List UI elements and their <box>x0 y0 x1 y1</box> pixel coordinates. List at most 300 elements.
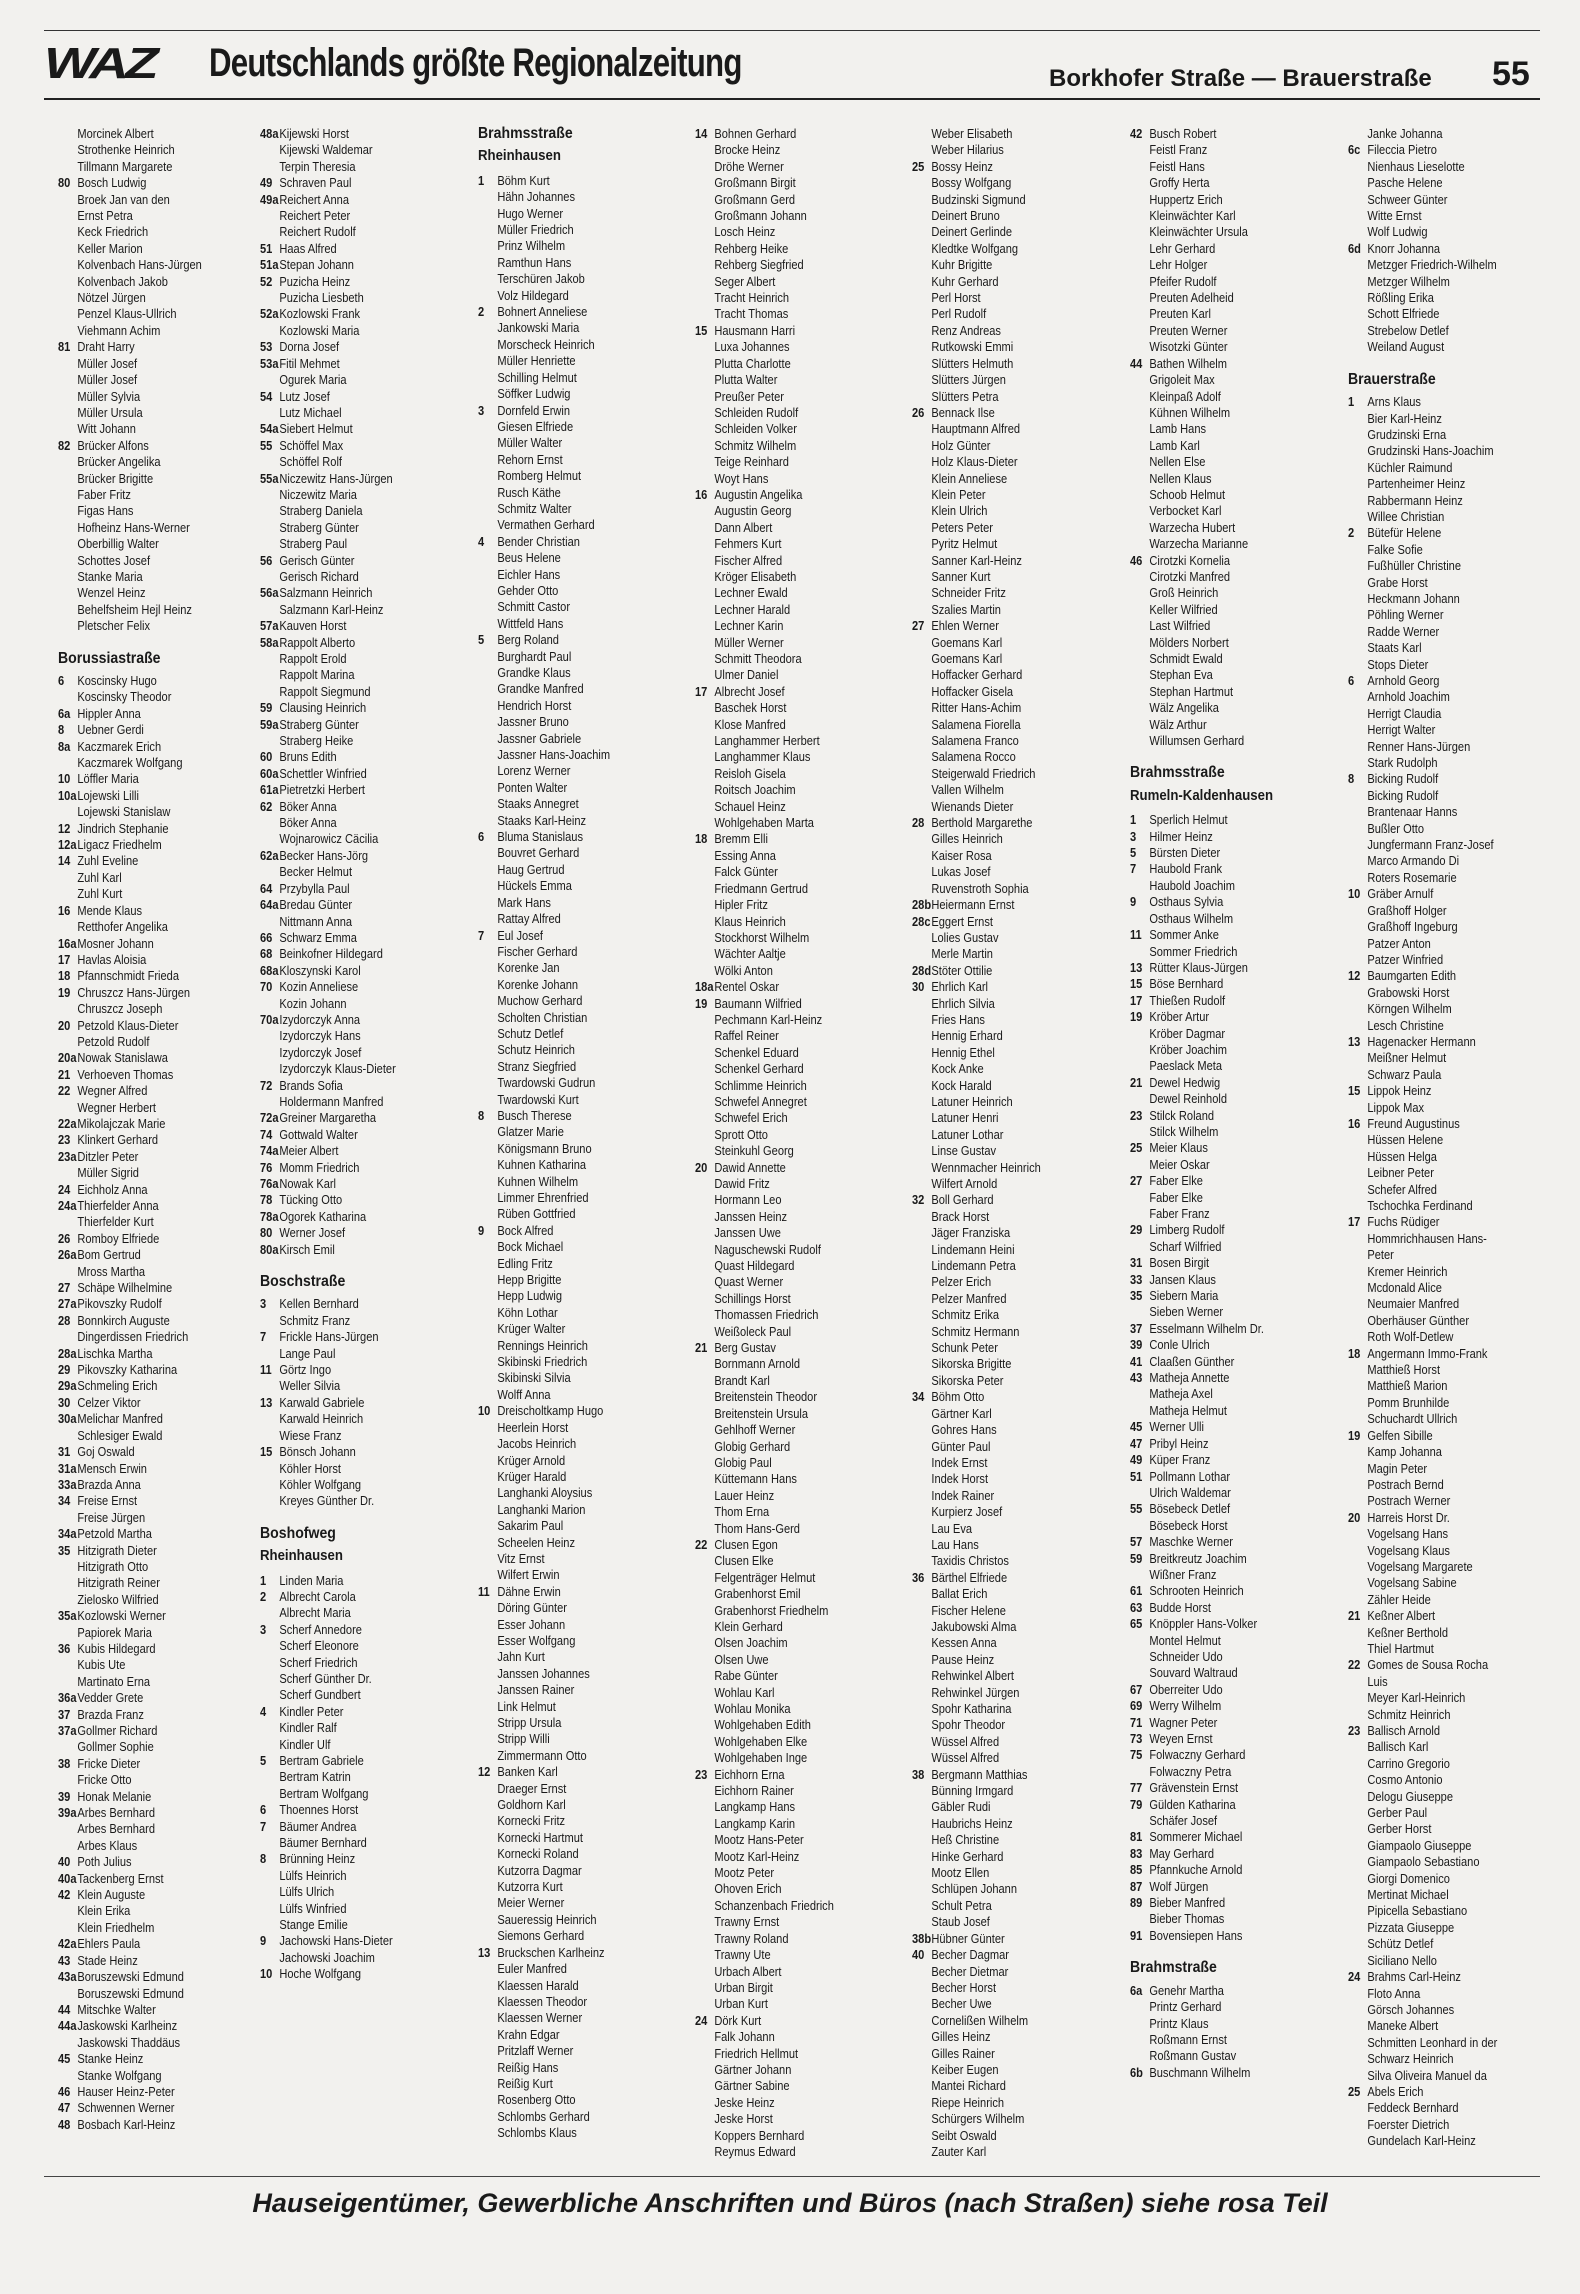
resident-name: Falke Sofie <box>1367 542 1423 557</box>
resident-entry <box>695 1767 880 1783</box>
resident-entry <box>58 1034 243 1050</box>
house-number: 23 <box>1130 1108 1143 1123</box>
resident-entry <box>695 323 880 339</box>
resident-name: Großmann Birgit <box>714 176 796 191</box>
resident-name: Kolvenbach Hans-Jürgen <box>77 258 202 273</box>
resident-name: Wohlau Monika <box>714 1702 791 1716</box>
resident-entry <box>478 1206 663 1222</box>
resident-name: Kröger Elisabeth <box>714 569 797 584</box>
resident-name: Lojewski Lilli <box>77 788 139 803</box>
resident-entry <box>1348 1723 1533 1739</box>
resident-name: Cirotzki Manfred <box>1149 569 1231 584</box>
resident-name: Lechner Harald <box>714 602 791 617</box>
resident-name: Osthaus Sylvia <box>1149 895 1224 910</box>
resident-name: Ballisch Karl <box>1367 1740 1429 1755</box>
resident-entry <box>260 356 445 372</box>
resident-name: Bäumer Andrea <box>279 1819 357 1834</box>
resident-name: Oberhäuser Günther <box>1367 1313 1470 1328</box>
house-number: 89 <box>1130 1896 1143 1911</box>
resident-entry <box>58 471 243 487</box>
house-number: 57 <box>1130 1535 1143 1550</box>
resident-name: Witt Johann <box>77 422 136 437</box>
house-number: 4 <box>260 1704 267 1719</box>
resident-entry <box>478 1485 663 1501</box>
resident-name: Scherf Gundbert <box>279 1688 361 1703</box>
resident-name: Eichler Hans <box>497 567 561 582</box>
house-number: 40 <box>58 1855 71 1870</box>
house-number: 1 <box>1130 813 1137 828</box>
resident-entry <box>1348 1083 1533 1099</box>
resident-name: Bohnen Gerhard <box>714 127 797 141</box>
resident-entry <box>695 126 880 142</box>
resident-name: Oberbillig Walter <box>77 537 159 552</box>
house-number: 71 <box>1130 1715 1143 1730</box>
resident-name: Rappolt Marina <box>279 668 355 683</box>
resident-name: Grandke Klaus <box>497 666 571 680</box>
resident-name: Breitkreutz Joachim <box>1149 1551 1247 1566</box>
resident-name: Meier Albert <box>279 1144 339 1159</box>
resident-name: Hückels Emma <box>497 879 572 894</box>
house-number: 22 <box>1348 1658 1361 1673</box>
resident-entry <box>912 257 1097 273</box>
resident-entry <box>912 897 1097 913</box>
resident-name: Bonnkirch Auguste <box>77 1313 170 1328</box>
resident-entry <box>1130 536 1315 552</box>
house-number: 8 <box>260 1852 267 1867</box>
resident-entry <box>1348 1067 1533 1083</box>
resident-entry <box>1348 1953 1533 1969</box>
resident-name: Wohlgehaben Inge <box>714 1751 808 1766</box>
resident-name: Schütz Detlef <box>1367 1937 1434 1952</box>
resident-name: Foerster Dietrich <box>1367 2117 1450 2132</box>
resident-entry <box>695 1964 880 1980</box>
resident-entry <box>58 1378 243 1394</box>
resident-name: Patzer Anton <box>1367 936 1431 951</box>
resident-entry <box>58 1592 243 1608</box>
resident-entry <box>1348 476 1533 492</box>
resident-entry <box>695 1160 880 1176</box>
resident-name: Koscinsky Hugo <box>77 674 157 688</box>
resident-entry <box>1130 339 1315 355</box>
resident-entry <box>1348 870 1533 886</box>
resident-name: Dornfeld Erwin <box>497 403 571 418</box>
resident-name: Kutzorra Dagmar <box>497 1863 582 1878</box>
resident-name: Knöppler Hans-Volker <box>1149 1617 1258 1632</box>
resident-entry <box>478 583 663 599</box>
resident-entry <box>58 755 243 771</box>
resident-name: Döring Günter <box>497 1601 567 1616</box>
resident-name: Budde Horst <box>1149 1600 1211 1615</box>
house-number: 20 <box>1348 1510 1361 1525</box>
resident-name: Olsen Joachim <box>714 1636 788 1651</box>
resident-name: Scharf Wilfried <box>1149 1239 1222 1254</box>
resident-entry <box>260 1461 445 1477</box>
resident-name: Faber Elke <box>1149 1190 1203 1205</box>
resident-name: Bußler Otto <box>1367 821 1425 836</box>
resident-name: Bäumer Bernhard <box>279 1836 367 1851</box>
resident-entry <box>912 159 1097 175</box>
resident-name: Klein Auguste <box>77 1888 146 1903</box>
resident-name: Sikorska Peter <box>931 1373 1004 1388</box>
resident-entry <box>260 1638 445 1654</box>
resident-entry <box>1348 1625 1533 1641</box>
resident-name: Cirotzki Kornelia <box>1149 553 1231 568</box>
resident-entry <box>260 208 445 224</box>
resident-entry <box>1348 1805 1533 1821</box>
resident-name: Fischer Alfred <box>714 553 783 568</box>
resident-name: Ballisch Arnold <box>1367 1724 1441 1738</box>
resident-entry <box>58 1871 243 1887</box>
resident-entry <box>260 454 445 470</box>
resident-name: Matheja Axel <box>1149 1387 1213 1402</box>
resident-name: Maschke Werner <box>1149 1535 1233 1550</box>
resident-name: Zimmermann Otto <box>497 1748 587 1763</box>
resident-name: Reißig Kurt <box>497 2076 553 2091</box>
resident-name: Matthieß Marion <box>1367 1379 1448 1394</box>
resident-name: Pfannschmidt Frieda <box>77 969 179 984</box>
resident-name: Faber Franz <box>1149 1207 1210 1221</box>
resident-entry <box>1348 290 1533 306</box>
resident-name: Printz Gerhard <box>1149 2000 1222 2015</box>
resident-entry <box>58 1067 243 1083</box>
resident-entry <box>58 1510 243 1526</box>
resident-entry <box>695 1537 880 1553</box>
resident-name: Weiland August <box>1367 340 1445 355</box>
resident-entry <box>260 520 445 536</box>
resident-name: Skibinski Friedrich <box>497 1355 588 1370</box>
resident-name: Gohres Hans <box>931 1423 997 1438</box>
house-number: 72a <box>260 1111 279 1126</box>
house-number: 39 <box>1130 1338 1143 1353</box>
resident-name: Limberg Rudolf <box>1149 1223 1225 1238</box>
resident-name: Kozlowski Frank <box>279 307 361 322</box>
resident-name: Floto Anna <box>1367 1986 1421 2001</box>
resident-entry <box>1348 1821 1533 1837</box>
resident-entry <box>912 1012 1097 1028</box>
resident-name: Gerisch Günter <box>279 553 355 568</box>
resident-name: Janssen Uwe <box>714 1226 781 1241</box>
resident-entry <box>912 1816 1097 1832</box>
resident-name: Klaessen Harald <box>497 1978 579 1993</box>
resident-name: Kaczmarek Wolfgang <box>77 756 183 771</box>
resident-name: Pfeifer Rudolf <box>1149 274 1217 289</box>
resident-name: Naguschewski Rudolf <box>714 1242 821 1257</box>
resident-entry <box>58 126 243 142</box>
resident-name: Hitzigrath Dieter <box>77 1543 157 1558</box>
resident-name: Grabe Horst <box>1367 575 1428 590</box>
resident-name: Scherf Friedrich <box>279 1655 358 1670</box>
resident-name: Taxidis Christos <box>931 1554 1009 1569</box>
resident-entry <box>58 536 243 552</box>
resident-entry <box>1130 878 1315 894</box>
resident-name: Jassner Bruno <box>497 715 569 730</box>
resident-name: Draht Harry <box>77 340 135 355</box>
resident-entry <box>695 1176 880 1192</box>
resident-name: Twardowski Kurt <box>497 1092 579 1107</box>
resident-entry <box>1348 126 1533 142</box>
resident-entry <box>58 1756 243 1772</box>
resident-entry <box>695 1521 880 1537</box>
house-number: 9 <box>1130 895 1137 910</box>
resident-name: Teige Reinhard <box>714 455 789 470</box>
resident-entry <box>695 1471 880 1487</box>
resident-entry <box>58 1493 243 1509</box>
resident-name: Hepp Brigitte <box>497 1273 562 1288</box>
resident-entry <box>58 821 243 837</box>
resident-name: Reißig Hans <box>497 2060 559 2075</box>
resident-name: Wegner Alfred <box>77 1084 148 1099</box>
resident-name: Hepp Ludwig <box>497 1289 563 1304</box>
resident-name: Mootz Ellen <box>931 1866 990 1881</box>
resident-name: Izydorczyk Hans <box>279 1029 361 1044</box>
resident-name: Petzold Klaus-Dieter <box>77 1018 179 1033</box>
house-number: 36 <box>58 1641 71 1656</box>
resident-name: Fehmers Kurt <box>714 537 782 552</box>
resident-entry <box>478 845 663 861</box>
resident-entry <box>912 979 1097 995</box>
resident-entry <box>58 487 243 503</box>
house-number: 6a <box>1130 1983 1143 1998</box>
resident-entry <box>478 747 663 763</box>
resident-name: Staub Josef <box>931 1915 990 1930</box>
resident-name: Kröber Artur <box>1149 1010 1210 1025</box>
resident-entry <box>478 1682 663 1698</box>
resident-entry <box>912 1258 1097 1274</box>
resident-entry <box>1348 2100 1533 2116</box>
house-number: 79 <box>1130 1797 1143 1812</box>
resident-entry <box>260 930 445 946</box>
resident-name: Berthold Margarethe <box>931 816 1033 831</box>
resident-name: Hendrich Horst <box>497 698 572 713</box>
resident-entry <box>695 192 880 208</box>
resident-entry <box>695 1143 880 1159</box>
resident-name: Hennig Ethel <box>931 1045 995 1060</box>
resident-entry <box>260 536 445 552</box>
resident-name: Fricke Dieter <box>77 1756 141 1771</box>
resident-entry <box>260 1753 445 1769</box>
resident-entry <box>695 159 880 175</box>
house-number: 6d <box>1348 241 1361 256</box>
resident-name: Friedmann Gertrud <box>714 881 808 896</box>
resident-entry <box>912 963 1097 979</box>
resident-entry <box>912 356 1097 372</box>
resident-name: Merle Martin <box>931 947 993 962</box>
resident-entry <box>58 306 243 322</box>
resident-name: Slütters Jürgen <box>931 373 1006 388</box>
house-number: 6 <box>1348 674 1355 688</box>
resident-entry <box>1348 1378 1533 1394</box>
resident-entry <box>912 1734 1097 1750</box>
resident-entry <box>1348 411 1533 427</box>
resident-entry <box>695 996 880 1012</box>
resident-entry <box>695 1127 880 1143</box>
resident-entry <box>1130 175 1315 191</box>
resident-entry <box>1348 1280 1533 1296</box>
resident-name: Essing Anna <box>714 848 776 863</box>
resident-name: Böse Bernhard <box>1149 977 1224 992</box>
resident-name: Pasche Helene <box>1367 176 1443 191</box>
house-number: 68 <box>260 947 273 962</box>
resident-name: Brahms Carl-Heinz <box>1367 1970 1461 1985</box>
resident-entry <box>478 1141 663 1157</box>
resident-name: Hüssen Helga <box>1367 1149 1437 1164</box>
resident-entry <box>58 1395 243 1411</box>
resident-name: Pause Heinz <box>931 1652 995 1667</box>
resident-entry <box>1348 739 1533 755</box>
resident-entry <box>478 1781 663 1797</box>
resident-name: Müller Sylvia <box>77 389 141 404</box>
resident-name: Hofheinz Hans-Werner <box>77 520 190 535</box>
resident-entry <box>58 208 243 224</box>
resident-entry <box>260 1966 445 1982</box>
house-number: 18 <box>695 832 708 847</box>
resident-name: Burghardt Paul <box>497 649 572 664</box>
resident-entry <box>1130 1370 1315 1386</box>
resident-entry <box>1130 290 1315 306</box>
house-number: 80 <box>58 176 71 191</box>
resident-entry <box>912 1521 1097 1537</box>
resident-entry <box>58 1165 243 1181</box>
resident-name: Rehwinkel Jürgen <box>931 1685 1020 1700</box>
resident-name: Sprott Otto <box>714 1127 768 1142</box>
resident-name: Schmitz Franz <box>279 1313 351 1328</box>
resident-name: Schlesiger Ewald <box>77 1428 163 1443</box>
house-number: 26a <box>58 1248 77 1263</box>
resident-name: Schwennen Werner <box>77 2101 175 2116</box>
resident-entry <box>912 192 1097 208</box>
resident-name: Dreischoltkamp Hugo <box>497 1404 604 1419</box>
resident-name: Stange Emilie <box>279 1918 348 1933</box>
resident-name: Fileccia Pietro <box>1367 143 1437 158</box>
resident-entry <box>695 635 880 651</box>
resident-entry <box>260 700 445 716</box>
resident-entry <box>695 569 880 585</box>
resident-name: Tillmann Margarete <box>77 159 173 174</box>
directory-column-1 <box>58 126 243 2166</box>
resident-entry <box>58 903 243 919</box>
resident-entry <box>478 1124 663 1140</box>
resident-name: Mootz Karl-Heinz <box>714 1849 800 1864</box>
resident-name: Nittmann Anna <box>279 914 353 929</box>
house-number: 22 <box>695 1537 708 1552</box>
resident-entry <box>478 714 663 730</box>
house-number: 36a <box>58 1691 77 1706</box>
resident-entry <box>695 1734 880 1750</box>
resident-entry <box>1130 1633 1315 1649</box>
resident-entry <box>1348 1871 1533 1887</box>
resident-entry <box>260 635 445 651</box>
resident-entry <box>478 1256 663 1272</box>
resident-entry <box>695 1996 880 2012</box>
resident-name: Gilles Rainer <box>931 2046 995 2061</box>
resident-name: Stephan Eva <box>1149 668 1213 683</box>
resident-name: Ehlen Werner <box>931 619 999 634</box>
resident-name: Brünning Heinz <box>279 1852 356 1867</box>
resident-name: Lamb Hans <box>1149 422 1207 437</box>
resident-entry <box>58 1821 243 1837</box>
resident-entry <box>1130 911 1315 927</box>
resident-name: Mootz Hans-Peter <box>714 1833 804 1848</box>
resident-name: Beus Helene <box>497 551 561 566</box>
house-number: 63 <box>1130 1600 1143 1615</box>
resident-name: Pelzer Erich <box>931 1275 992 1290</box>
resident-entry <box>1348 1247 1533 1263</box>
resident-name: Frickle Hans-Jürgen <box>279 1330 379 1345</box>
resident-name: Karwald Heinrich <box>279 1412 364 1427</box>
resident-entry <box>260 684 445 700</box>
resident-entry <box>912 1898 1097 1914</box>
resident-name: Becker Helmut <box>279 865 353 880</box>
house-number: 28b <box>912 898 932 913</box>
resident-name: Janssen Johannes <box>497 1666 590 1681</box>
resident-entry <box>1130 1649 1315 1665</box>
resident-entry <box>260 372 445 388</box>
house-number: 31 <box>1130 1256 1143 1271</box>
resident-entry <box>1348 1132 1533 1148</box>
resident-name: Herrigt Walter <box>1367 723 1436 738</box>
house-number: 38 <box>912 1767 925 1782</box>
resident-entry <box>58 1444 243 1460</box>
house-number: 27a <box>58 1297 77 1312</box>
house-number: 54 <box>260 389 273 404</box>
resident-entry <box>695 651 880 667</box>
resident-entry <box>912 1553 1097 1569</box>
resident-entry <box>58 886 243 902</box>
resident-entry <box>1348 1707 1533 1723</box>
resident-name: Weyen Ernst <box>1149 1732 1213 1746</box>
house-number: 7 <box>1130 862 1137 877</box>
house-number: 2 <box>260 1589 267 1604</box>
resident-entry <box>478 1436 663 1452</box>
resident-entry <box>260 421 445 437</box>
resident-entry <box>1130 1108 1315 1124</box>
resident-entry <box>58 224 243 240</box>
resident-name: Großmann Johann <box>714 209 807 224</box>
resident-entry <box>478 1846 663 1862</box>
resident-entry <box>1348 1296 1533 1312</box>
resident-name: Straberg Heike <box>279 734 354 749</box>
resident-entry <box>260 1313 445 1329</box>
resident-entry <box>478 370 663 386</box>
resident-name: Deinert Bruno <box>931 209 1000 224</box>
resident-name: Fricke Otto <box>77 1773 132 1788</box>
resident-entry <box>58 1887 243 1903</box>
resident-entry <box>260 881 445 897</box>
resident-entry <box>478 1272 663 1288</box>
resident-name: Dingerdissen Friedrich <box>77 1330 189 1345</box>
resident-name: Schettler Winfried <box>279 766 367 781</box>
resident-name: Boruszewski Edmund <box>77 1986 184 2001</box>
resident-name: Olsen Uwe <box>714 1652 769 1667</box>
house-number: 39 <box>58 1789 71 1804</box>
resident-entry <box>260 1605 445 1621</box>
resident-name: Rutkowski Emmi <box>931 340 1014 355</box>
resident-entry <box>1130 845 1315 861</box>
resident-entry <box>912 1291 1097 1307</box>
resident-name: Meyer Karl-Heinrich <box>1367 1691 1466 1706</box>
house-number: 57a <box>260 619 279 634</box>
resident-name: Meier Werner <box>497 1896 565 1911</box>
resident-name: Gottwald Walter <box>279 1127 358 1142</box>
resident-name: Indek Horst <box>931 1472 989 1487</box>
resident-entry <box>1130 1928 1315 1944</box>
resident-entry <box>58 1674 243 1690</box>
resident-entry <box>695 1586 880 1602</box>
resident-name: Slütters Petra <box>931 389 999 404</box>
house-number: 45 <box>58 2052 71 2067</box>
house-number: 30 <box>912 980 925 995</box>
house-number: 40 <box>912 1948 925 1963</box>
